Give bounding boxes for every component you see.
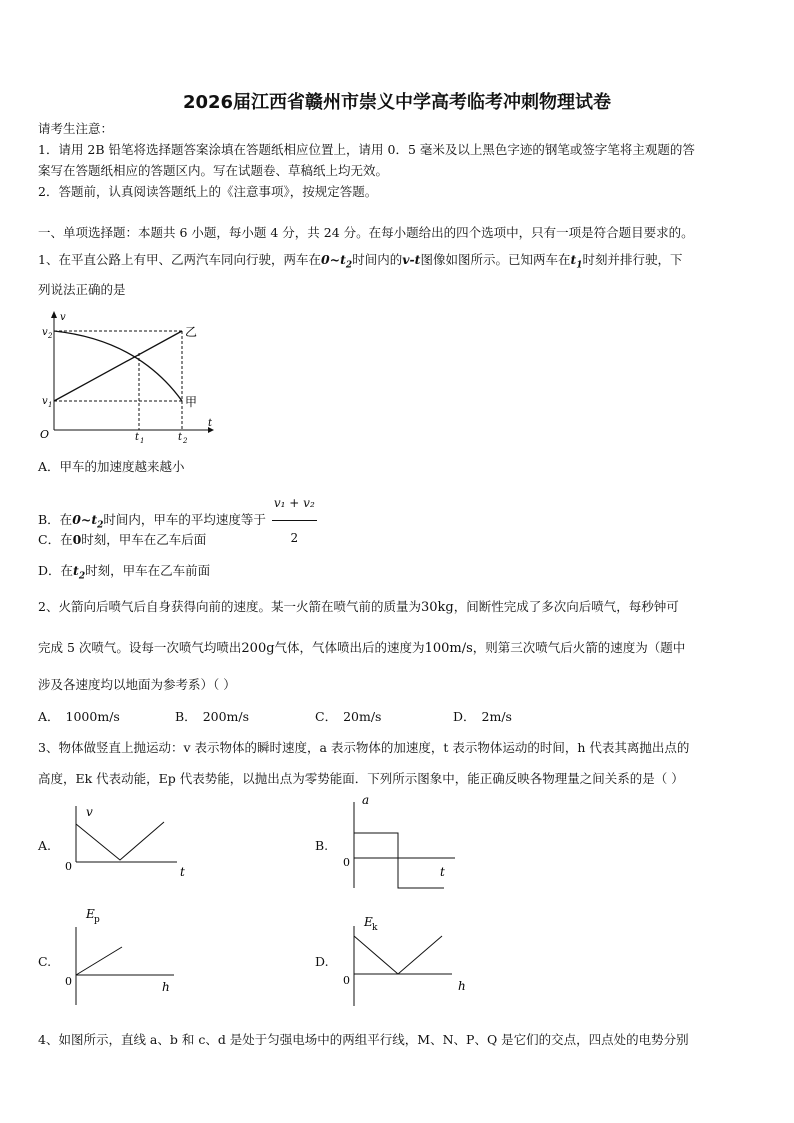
q3-line2: 高度，Ek 代表动能，Ep 代表势能，以抛出点为零势能面．下列所示图象中，能正确反映各物理量之间关系的是（ ）: [38, 771, 684, 786]
q3c-x-label: h: [162, 980, 170, 994]
q1-stem-line2: 列说法正确的是: [38, 282, 126, 297]
notice-line-2: 2．答题前，认真阅读答题纸上的《注意事项》，按规定答题。: [38, 184, 378, 199]
q1-optD-t: t: [73, 563, 79, 578]
q3b-y-label: a: [362, 793, 370, 807]
q2-option-d: [453, 709, 512, 725]
notice-heading: 请考生注意：: [38, 121, 114, 136]
q1-yi-line: [54, 331, 182, 401]
q1-stem-vt: v-t: [402, 252, 421, 267]
q2-line1b: ，间断性完成了多次向后喷气，每秒钟可: [453, 599, 679, 614]
q1-option-d: [38, 563, 210, 585]
q1-origin-label: O: [40, 428, 50, 441]
q1-stem-line1: [38, 252, 683, 274]
q3b-x-label: t: [440, 865, 445, 879]
q2-optC-letter: C．: [315, 709, 338, 724]
q1-t1-label: t: [135, 432, 140, 443]
q1-optD-a: D．在: [38, 563, 74, 578]
q3-graph-d-label: D.: [315, 954, 329, 969]
q1-t1-sub: 1: [140, 437, 145, 443]
q3-graph-b: [340, 792, 470, 892]
q3b-step: [354, 833, 444, 888]
q1-optC-a: C．在: [38, 532, 73, 547]
q2-line2a: 完成 5 次喷气。设每一次喷气均喷出: [38, 640, 242, 655]
q2-line1: [38, 599, 679, 616]
q1-axis-v-label: v: [60, 312, 66, 323]
q3d-origin: 0: [343, 974, 350, 987]
q4-line1: 4、如图所示，直线 a、b 和 c、d 是处于匀强电场中的两组平行线，M、N、P、Q 是它们的交点，四点处的电势分别: [38, 1032, 689, 1047]
q3a-y-label: v: [86, 805, 93, 819]
q1-stem-sub2: 2: [345, 260, 353, 271]
q2-mass: 30kg: [420, 600, 454, 615]
q2-optB-letter: B．: [175, 709, 197, 724]
q1-v-axis-arrow: [51, 311, 57, 318]
q3c-y-sub: p: [94, 915, 100, 925]
q1-v1-label: v: [42, 396, 48, 407]
q1-optB-denominator: 2: [290, 531, 299, 545]
page-title: 2026届江西省赣州市崇义中学高考临考冲刺物理试卷: [182, 92, 612, 113]
q3-graph-a: [62, 802, 192, 882]
q1-jia-label: 甲: [185, 395, 198, 409]
q1-optB-numerator: v₁ + v₂: [272, 486, 317, 521]
q2-optC-value: 20m/s: [343, 709, 382, 724]
q1-stem-t1: t: [570, 252, 577, 267]
q1-optC-b: 时刻，甲车在乙车后面: [81, 532, 207, 547]
q3b-origin: 0: [343, 856, 350, 869]
q1-stem-d: 时刻并排行驶，下: [582, 252, 683, 267]
q3d-y-sub: k: [372, 923, 378, 933]
q1-optC-zero: 0: [72, 532, 82, 547]
q1-optB-b: 时间内，甲车的平均速度等于: [103, 512, 266, 527]
q1-optB-sub: 2: [97, 520, 104, 531]
q3d-curve: [354, 936, 442, 974]
q2-optB-value: 200m/s: [202, 709, 250, 724]
q1-optB-fraction: [272, 486, 317, 555]
q1-optD-sub: 2: [78, 571, 86, 582]
q3a-curve: [76, 822, 164, 860]
q1-yi-label: 乙: [185, 325, 198, 339]
q1-v2-sub: 2: [48, 332, 53, 340]
q2-line2c: ，则第三次喷气后火箭的速度为（题中: [472, 640, 686, 655]
q2-optA-letter: A．: [38, 709, 60, 724]
q2-speed: 100m/s: [424, 641, 473, 656]
q3c-y-label: E: [86, 907, 95, 921]
q3-graph-b-label: B.: [315, 838, 329, 853]
q2-optD-letter: D．: [453, 709, 476, 724]
q3-graph-a-label: A.: [38, 838, 52, 853]
section-heading: 一、单项选择题：本题共 6 小题，每小题 4 分，共 24 分。在每小题给出的四个选项中，只有一项是符合题目要求的。: [38, 225, 694, 240]
q3-line1: 3、物体做竖直上抛运动：v 表示物体的瞬时速度，a 表示物体的加速度，t 表示物体运动的时间，h 代表其离抛出点的: [38, 740, 690, 755]
q3c-origin: 0: [65, 975, 72, 988]
q2-line1a: 2、火箭向后喷气后自身获得向前的速度。某一火箭在喷气前的质量为: [38, 599, 421, 614]
notice-line-1b: 案写在答题纸相应的答题区内。写在试题卷、草稿纸上均无效。: [38, 163, 389, 178]
q1-stem-a: 1、在平直公路上有甲、乙两汽车同向行驶，两车在: [38, 252, 321, 267]
q3c-line: [76, 947, 122, 975]
q2-optD-value: 2m/s: [481, 709, 512, 724]
q1-stem-sub1: 1: [576, 260, 583, 271]
q1-stem-c: 图像如图所示。已知两车在: [420, 252, 571, 267]
q2-option-b: [175, 709, 249, 725]
q3d-y-label: E: [364, 915, 373, 929]
q1-optD-b: 时刻，甲车在乙车前面: [85, 563, 211, 578]
q3d-x-label: h: [458, 979, 466, 993]
q1-stem-b: 时间内的: [352, 252, 403, 267]
q3-graph-d: [340, 912, 470, 1012]
q1-v1-sub: 1: [48, 401, 53, 409]
q2-option-c: [315, 709, 381, 725]
q3-graph-c: [62, 905, 192, 1005]
q1-optB-a: B．在: [38, 512, 73, 527]
q1-t2-label: t: [178, 432, 183, 443]
q1-vt-graph: [38, 308, 218, 443]
q3a-origin: 0: [65, 860, 72, 873]
q1-option-c: [38, 532, 206, 548]
q3-graph-c-label: C.: [38, 954, 52, 969]
q1-optB-range: 0~t: [72, 512, 98, 527]
q2-line2: [38, 640, 685, 657]
q2-option-a: [38, 709, 120, 725]
q1-stem-range: 0~t: [320, 252, 346, 267]
q3a-x-label: t: [180, 865, 185, 879]
q1-t2-sub: 2: [183, 437, 188, 443]
q2-optA-value: 1000m/s: [65, 709, 120, 724]
q1-axis-t-label: t: [208, 418, 213, 429]
q1-option-a: A．甲车的加速度越来越小: [38, 459, 185, 474]
q2-line3: 涉及各速度均以地面为参考系）（ ）: [38, 677, 236, 692]
q2-gas: 200g: [241, 641, 275, 656]
q1-v2-label: v: [42, 327, 48, 338]
notice-line-1a: 1．请用 2B 铅笔将选择题答案涂填在答题纸相应位置上，请用 0．5 毫米及以上黑色字迹的钢笔或签字笔将主观题的答: [38, 142, 695, 157]
q2-line2b: 气体，气体喷出后的速度为: [274, 640, 425, 655]
